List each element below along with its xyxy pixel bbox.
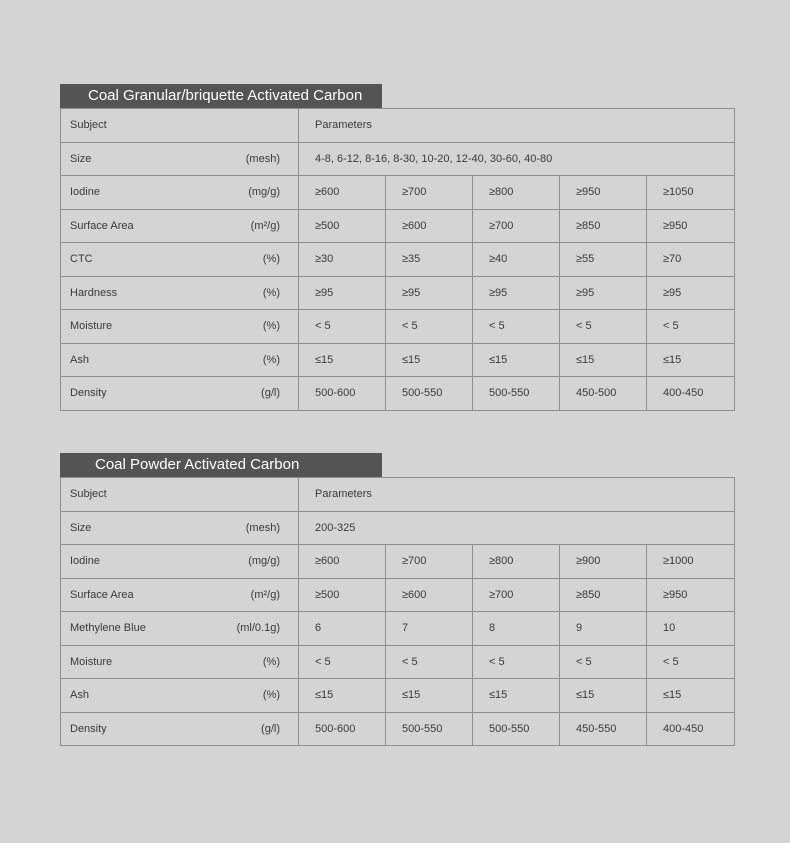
row-unit: (m²/g) xyxy=(250,588,280,601)
row-label: Surface Area xyxy=(70,588,134,601)
row-label: CTC xyxy=(70,253,93,266)
row-label-size xyxy=(61,142,299,176)
value-cell: 500-600 xyxy=(299,377,386,411)
value-cell: ≥850 xyxy=(560,209,647,243)
row-label: Iodine xyxy=(70,186,100,199)
row-label: Density xyxy=(70,387,107,400)
row-unit: (mesh) xyxy=(245,521,280,534)
value-cell: ≥95 xyxy=(299,276,386,310)
row-label-cell xyxy=(61,176,299,210)
value-cell: ≥35 xyxy=(386,243,473,277)
powder-carbon-title: Coal Powder Activated Carbon xyxy=(60,453,382,477)
row-label: Ash xyxy=(70,353,89,366)
value-cell: 450-500 xyxy=(560,377,647,411)
value-cell: ≥850 xyxy=(560,578,647,612)
row-label-cell xyxy=(61,377,299,411)
value-cell: < 5 xyxy=(647,645,735,679)
row-label: Methylene Blue xyxy=(70,622,146,635)
value-cell: ≥700 xyxy=(473,209,560,243)
table-row xyxy=(61,243,735,277)
table-row xyxy=(61,343,735,377)
value-cell: ≥70 xyxy=(647,243,735,277)
table-row-size xyxy=(61,511,735,545)
row-label: Moisture xyxy=(70,320,113,333)
value-cell: ≥950 xyxy=(560,176,647,210)
row-label-size xyxy=(61,511,299,545)
value-cell: ≥500 xyxy=(299,209,386,243)
row-label-cell xyxy=(61,276,299,310)
row-unit: (%) xyxy=(262,689,280,702)
value-cell: ≥600 xyxy=(386,578,473,612)
row-label: Size xyxy=(70,152,92,165)
table-row xyxy=(61,377,735,411)
value-cell: < 5 xyxy=(386,310,473,344)
row-unit: (%) xyxy=(262,253,280,266)
row-label-cell xyxy=(61,578,299,612)
powder-carbon-spec-table xyxy=(60,477,735,746)
row-unit: (g/l) xyxy=(261,722,280,735)
table-row xyxy=(61,712,735,746)
row-unit: (g/l) xyxy=(261,387,280,400)
value-cell: < 5 xyxy=(560,310,647,344)
value-cell: ≥95 xyxy=(386,276,473,310)
value-cell: 450-550 xyxy=(560,712,647,746)
value-cell: ≥1000 xyxy=(647,545,735,579)
table-row xyxy=(61,679,735,713)
value-cell: ≥950 xyxy=(647,578,735,612)
subject-header: Subject xyxy=(61,478,299,512)
table-header-row xyxy=(61,478,735,512)
row-label: Density xyxy=(70,722,107,735)
row-label: Iodine xyxy=(70,555,100,568)
value-cell: ≥600 xyxy=(386,209,473,243)
value-cell: ≥30 xyxy=(299,243,386,277)
row-label: Size xyxy=(70,521,92,534)
value-cell: ≥1050 xyxy=(647,176,735,210)
row-label: Hardness xyxy=(70,286,118,299)
row-unit: (mg/g) xyxy=(248,555,280,568)
value-cell: ≥500 xyxy=(299,578,386,612)
table-row xyxy=(61,310,735,344)
powder-carbon-section xyxy=(60,453,734,746)
value-cell: ≥800 xyxy=(473,545,560,579)
row-unit: (ml/0.1g) xyxy=(236,622,280,635)
table-row xyxy=(61,645,735,679)
value-cell: 9 xyxy=(560,612,647,646)
value-cell: ≥95 xyxy=(473,276,560,310)
value-cell: < 5 xyxy=(386,645,473,679)
value-cell: 7 xyxy=(386,612,473,646)
parameters-header: Parameters xyxy=(299,109,735,143)
value-cell: ≥95 xyxy=(647,276,735,310)
value-cell: ≤15 xyxy=(473,679,560,713)
row-label-cell xyxy=(61,243,299,277)
value-cell: ≥600 xyxy=(299,545,386,579)
value-cell: ≤15 xyxy=(299,343,386,377)
granular-carbon-spec-table xyxy=(60,108,735,411)
table-row xyxy=(61,545,735,579)
subject-header: Subject xyxy=(61,109,299,143)
value-cell: 500-550 xyxy=(473,377,560,411)
granular-carbon-section xyxy=(60,84,734,411)
value-cell: 8 xyxy=(473,612,560,646)
value-cell: 500-550 xyxy=(473,712,560,746)
value-cell: ≥700 xyxy=(386,545,473,579)
value-cell: 6 xyxy=(299,612,386,646)
table-header-row xyxy=(61,109,735,143)
value-cell: ≥40 xyxy=(473,243,560,277)
row-unit: (m²/g) xyxy=(250,219,280,232)
value-cell: ≤15 xyxy=(386,343,473,377)
value-cell: ≤15 xyxy=(299,679,386,713)
parameters-header: Parameters xyxy=(299,478,735,512)
value-cell: ≥950 xyxy=(647,209,735,243)
value-cell: < 5 xyxy=(299,645,386,679)
value-cell: 500-550 xyxy=(386,377,473,411)
value-cell: ≤15 xyxy=(560,343,647,377)
value-cell: 400-450 xyxy=(647,377,735,411)
value-cell: 10 xyxy=(647,612,735,646)
row-unit: (%) xyxy=(262,655,280,668)
value-cell: < 5 xyxy=(473,645,560,679)
value-cell: < 5 xyxy=(647,310,735,344)
value-cell: ≤15 xyxy=(386,679,473,713)
row-label-cell xyxy=(61,545,299,579)
value-cell: ≥55 xyxy=(560,243,647,277)
table-row xyxy=(61,578,735,612)
value-cell: ≤15 xyxy=(473,343,560,377)
table-row xyxy=(61,209,735,243)
value-cell: < 5 xyxy=(560,645,647,679)
row-label-cell xyxy=(61,209,299,243)
value-cell: < 5 xyxy=(299,310,386,344)
table-row xyxy=(61,612,735,646)
row-unit: (mg/g) xyxy=(248,186,280,199)
value-cell: ≥700 xyxy=(386,176,473,210)
row-label-cell xyxy=(61,612,299,646)
value-cell: ≥700 xyxy=(473,578,560,612)
value-cell: 500-600 xyxy=(299,712,386,746)
row-label: Moisture xyxy=(70,655,113,668)
value-cell: ≥600 xyxy=(299,176,386,210)
size-value: 200-325 xyxy=(299,511,735,545)
table-row xyxy=(61,176,735,210)
row-unit: (%) xyxy=(262,286,280,299)
row-unit: (mesh) xyxy=(245,152,280,165)
row-unit: (%) xyxy=(262,353,280,366)
value-cell: ≤15 xyxy=(647,343,735,377)
granular-carbon-title: Coal Granular/briquette Activated Carbon xyxy=(60,84,382,108)
size-value: 4-8, 6-12, 8-16, 8-30, 10-20, 12-40, 30-60, 40-80 xyxy=(299,142,735,176)
value-cell: ≥800 xyxy=(473,176,560,210)
row-unit: (%) xyxy=(262,320,280,333)
row-label-cell xyxy=(61,645,299,679)
table-row xyxy=(61,276,735,310)
row-label-cell xyxy=(61,679,299,713)
value-cell: ≥900 xyxy=(560,545,647,579)
value-cell: < 5 xyxy=(473,310,560,344)
table-row-size xyxy=(61,142,735,176)
row-label-cell xyxy=(61,310,299,344)
row-label: Surface Area xyxy=(70,219,134,232)
value-cell: ≤15 xyxy=(647,679,735,713)
row-label-cell xyxy=(61,343,299,377)
row-label-cell xyxy=(61,712,299,746)
value-cell: ≤15 xyxy=(560,679,647,713)
row-label: Ash xyxy=(70,689,89,702)
value-cell: 500-550 xyxy=(386,712,473,746)
value-cell: ≥95 xyxy=(560,276,647,310)
value-cell: 400-450 xyxy=(647,712,735,746)
